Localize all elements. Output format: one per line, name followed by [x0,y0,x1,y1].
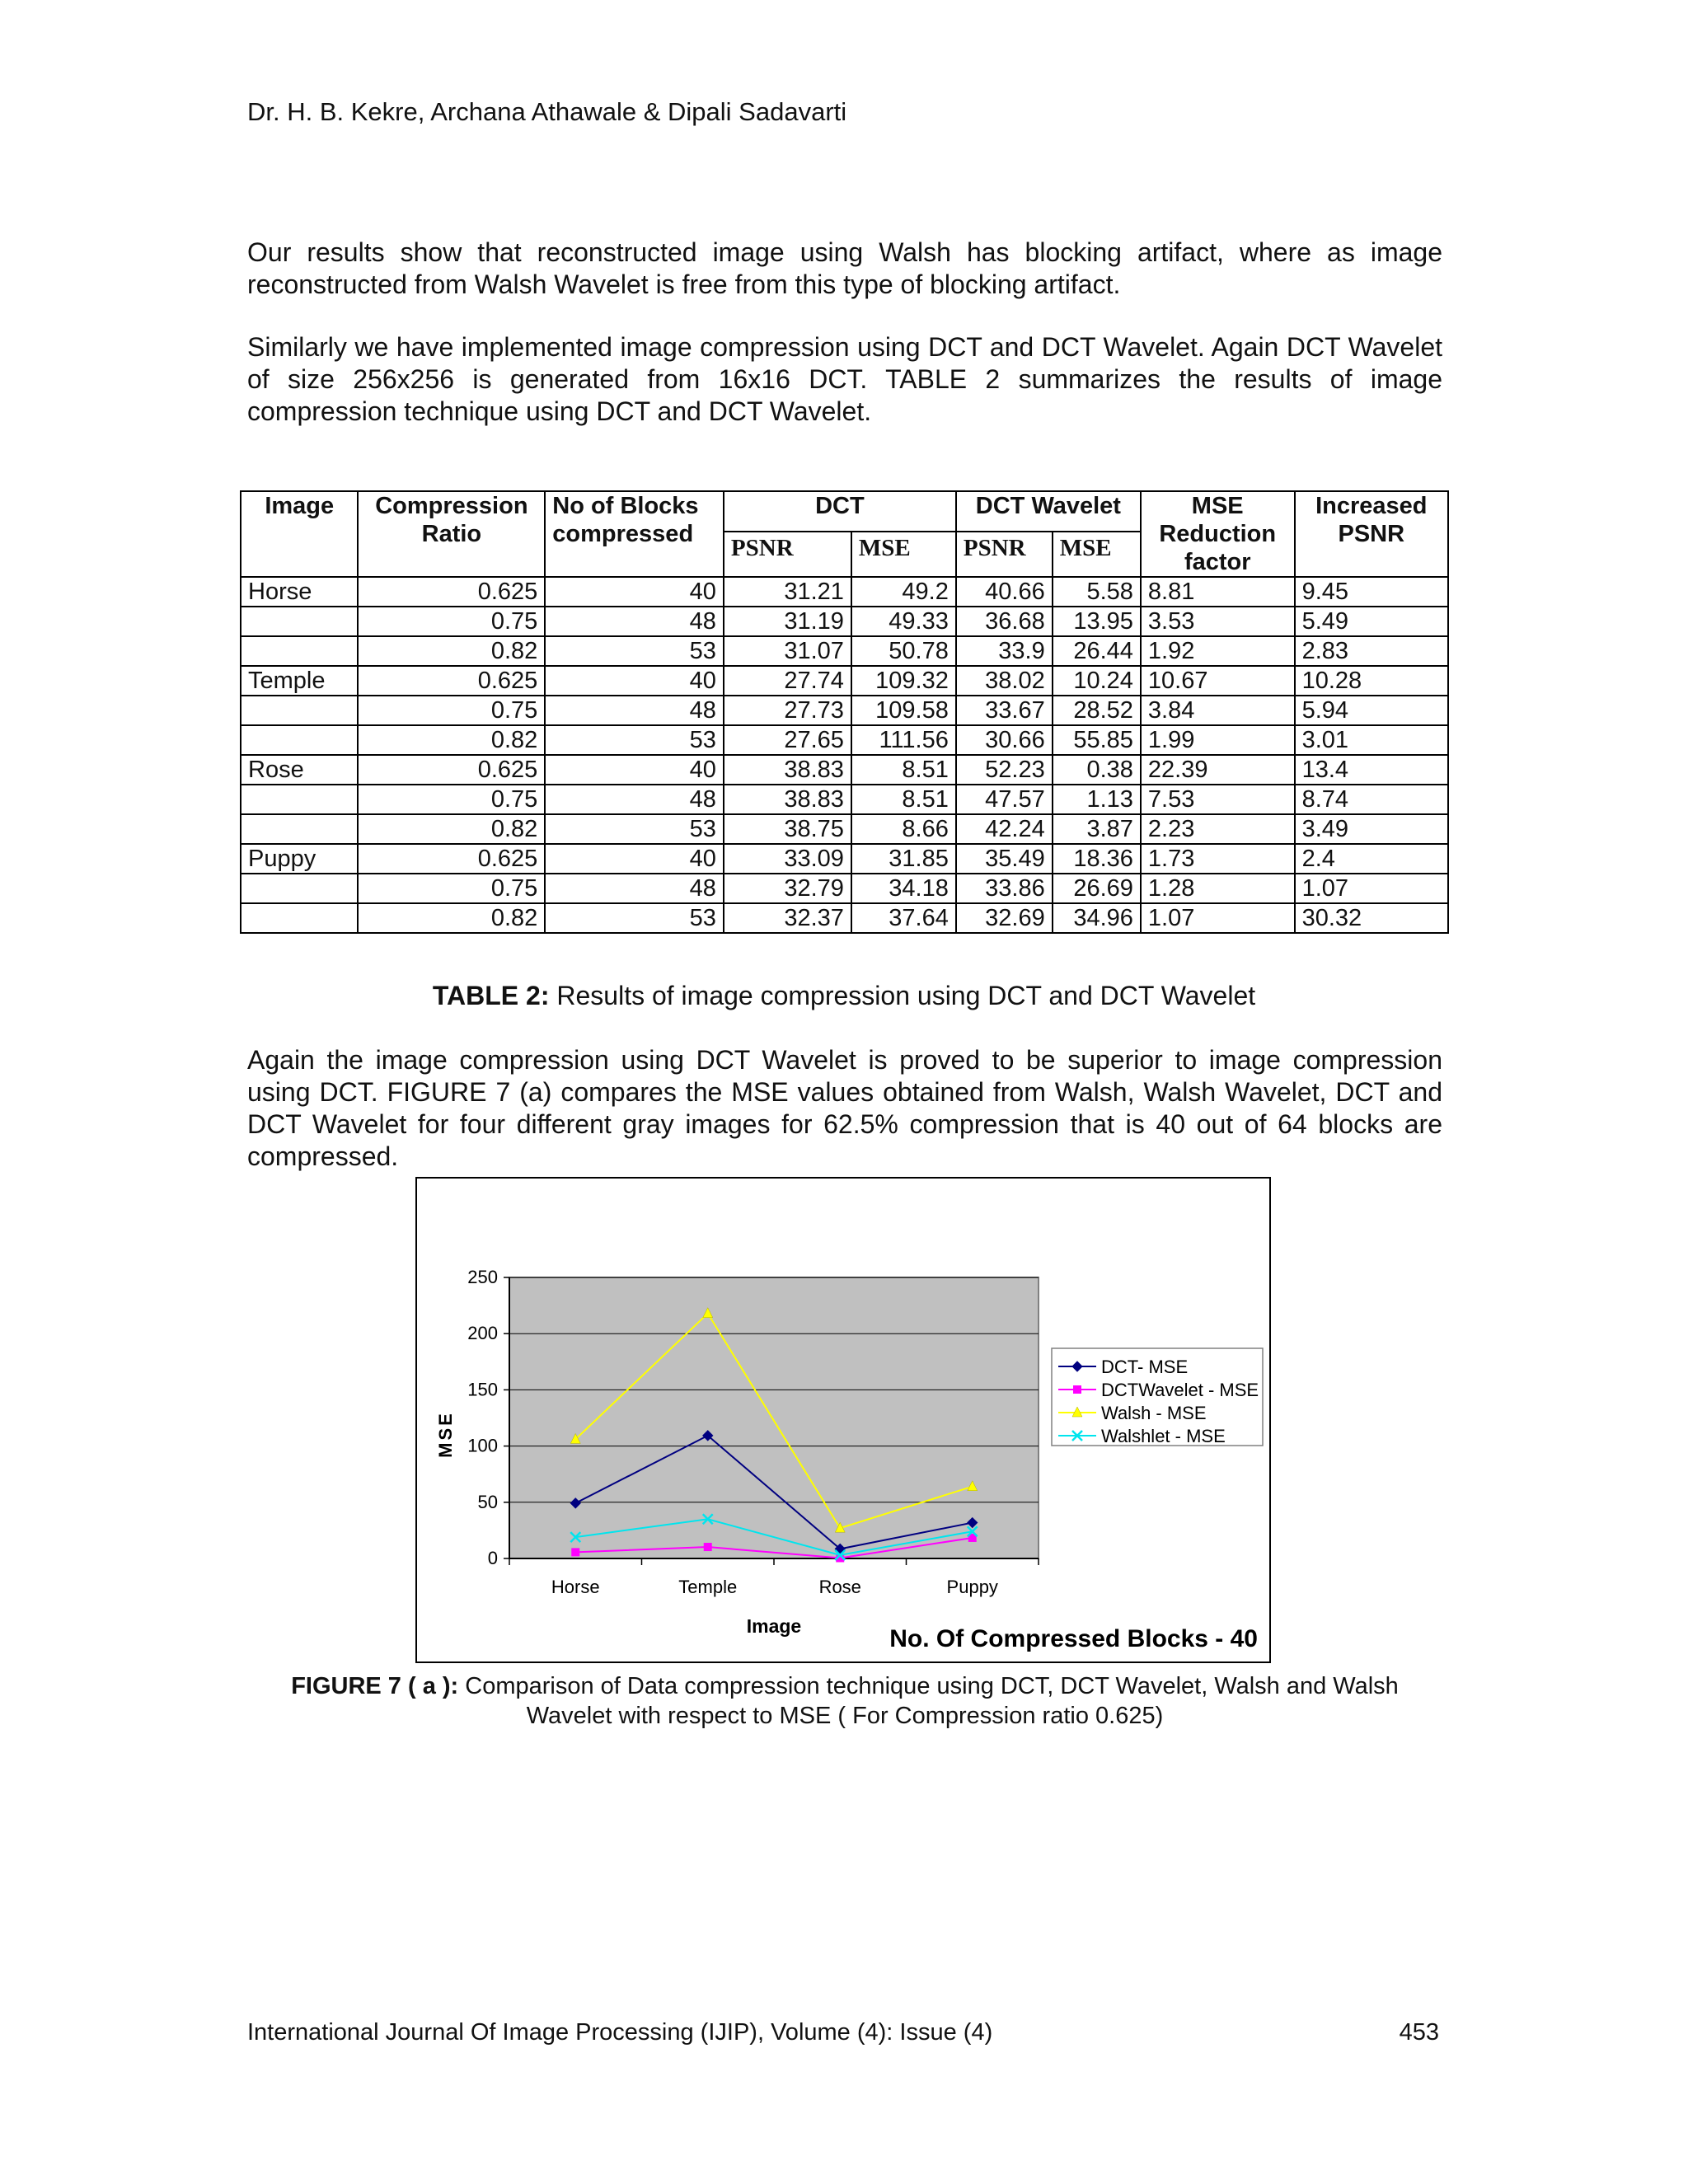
legend-label: Walsh - MSE [1101,1403,1207,1423]
paragraph-results-walsh: Our results show that reconstructed image using Walsh has blocking artifact, where as image reconstructed from Walsh Wavelet is free from this type of blocking artifact. [247,237,1442,299]
x-tick-label: Puppy [946,1577,998,1597]
table-cell: 13.4 [1295,755,1448,785]
table-row [241,874,1448,903]
table-cell: 26.44 [1053,636,1141,666]
table-cell: 55.85 [1053,725,1141,755]
running-header: Dr. H. B. Kekre, Archana Athawale & Dipali Sadavarti [247,97,847,126]
table-cell: 3.84 [1141,696,1295,725]
table-cell: Rose [241,755,358,785]
table-cell: 27.74 [724,666,851,696]
table-cell: 3.53 [1141,607,1295,636]
table-cell: 49.33 [851,607,956,636]
table-cell: 1.13 [1053,785,1141,814]
results-table [240,490,1449,934]
table-cell: 0.38 [1053,755,1141,785]
table-row [241,607,1448,636]
table-cell: 38.02 [956,666,1053,696]
chart-annotation: No. Of Compressed Blocks - 40 [889,1625,1258,1652]
y-tick-label: 0 [487,1548,498,1568]
table-cell: 33.86 [956,874,1053,903]
table-row [241,755,1448,785]
table-cell: 36.68 [956,607,1053,636]
y-tick-label: 50 [477,1491,498,1512]
table-cell: 33.67 [956,696,1053,725]
legend-marker [1073,1385,1081,1394]
table-cell: 40 [545,666,724,696]
table-cell: 27.65 [724,725,851,755]
table-cell: 0.82 [358,636,545,666]
footer-journal: International Journal Of Image Processing (IJIP), Volume (4): Issue (4) [247,2019,993,2046]
th-dct-psnr: PSNR [724,532,851,577]
x-axis-title: Image [746,1615,802,1637]
table-cell: 50.78 [851,636,956,666]
table-caption-text: Results of image compression using DCT and DCT Wavelet [549,981,1256,1010]
table-cell: 0.82 [358,814,545,844]
table-cell: 5.58 [1053,577,1141,607]
table-row [241,725,1448,755]
table-cell: 32.69 [956,903,1053,933]
table-cell: 5.49 [1295,607,1448,636]
th-mse-reduction: MSE Reduction factor [1141,491,1295,577]
table-cell: 109.58 [851,696,956,725]
table-cell: 8.66 [851,814,956,844]
x-tick-label: Rose [818,1577,861,1597]
table-cell: 9.45 [1295,577,1448,607]
table-row [241,666,1448,696]
table-cell: 0.82 [358,725,545,755]
table-cell: 1.28 [1141,874,1295,903]
table-row [241,785,1448,814]
th-blocks-compressed [545,491,724,577]
table-cell: 8.51 [851,755,956,785]
table-cell: Puppy [241,844,358,874]
legend-label: Walshlet - MSE [1101,1426,1226,1446]
y-tick-label: 250 [467,1267,498,1287]
figure-caption [247,1671,1442,1731]
y-axis-title: MSE [435,1411,456,1458]
table-cell: 1.92 [1141,636,1295,666]
table-cell: 28.52 [1053,696,1141,725]
table-cell: 2.4 [1295,844,1448,874]
table-cell: 40 [545,577,724,607]
mse-comparison-chart [415,1177,1271,1663]
data-point [571,1548,579,1556]
th-dct: DCT [724,491,956,532]
x-tick-label: Horse [551,1577,600,1597]
plot-area [509,1277,1039,1558]
table-row [241,636,1448,666]
y-tick-label: 200 [467,1323,498,1344]
table-row [241,577,1448,607]
table-cell: 53 [545,903,724,933]
table-cell: 27.73 [724,696,851,725]
table-cell: 111.56 [851,725,956,755]
figure-caption-label: FIGURE 7 ( a ): [291,1673,459,1699]
table-cell: 0.75 [358,874,545,903]
table-cell: 32.37 [724,903,851,933]
table-cell: 0.75 [358,696,545,725]
table-cell: 1.99 [1141,725,1295,755]
table-cell: 8.74 [1295,785,1448,814]
table-cell: 53 [545,725,724,755]
th-dctw-psnr: PSNR [956,532,1053,577]
th-increased-psnr: Increased PSNR [1295,491,1448,577]
table-cell: 53 [545,814,724,844]
th-blocks-label: No of Blocks compressed [552,493,699,547]
table-cell: 8.51 [851,785,956,814]
table-cell: 2.83 [1295,636,1448,666]
table-cell: 0.625 [358,666,545,696]
table-cell: 10.24 [1053,666,1141,696]
table-cell: 10.67 [1141,666,1295,696]
table-cell: 18.36 [1053,844,1141,874]
table-cell: 37.64 [851,903,956,933]
table-cell: 34.18 [851,874,956,903]
table-cell: 109.32 [851,666,956,696]
table-cell: 0.625 [358,844,545,874]
th-dct-mse: MSE [851,532,956,577]
table-cell: 31.07 [724,636,851,666]
table-cell: 35.49 [956,844,1053,874]
table-cell: 0.75 [358,785,545,814]
y-tick-label: 100 [467,1435,498,1456]
table-cell: 3.49 [1295,814,1448,844]
table-cell: 22.39 [1141,755,1295,785]
table-cell: 48 [545,874,724,903]
data-point [704,1543,712,1551]
table-cell: 34.96 [1053,903,1141,933]
paragraph-dct-intro: Similarly we have implemented image compression using DCT and DCT Wavelet. Again DCT Wavelet of size 256x256 is generated from 16x16 DCT. TABLE 2 summarizes the results of image compression technique using DCT and DCT Wavelet. [247,332,1442,426]
table-cell: 40.66 [956,577,1053,607]
table-caption-label: TABLE 2: [432,981,550,1010]
table-cell [241,814,358,844]
table-cell: 7.53 [1141,785,1295,814]
table-row [241,844,1448,874]
table-cell: 1.07 [1141,903,1295,933]
table-cell: 31.85 [851,844,956,874]
th-compression-ratio: Compression Ratio [358,491,545,577]
table-cell: 52.23 [956,755,1053,785]
table-cell: Horse [241,577,358,607]
th-dct-wavelet: DCT Wavelet [956,491,1141,532]
x-tick-label: Temple [678,1577,738,1597]
table-cell: 26.69 [1053,874,1141,903]
paragraph-figure-intro: Again the image compression using DCT Wavelet is proved to be superior to image compression using DCT. FIGURE 7 (a) compares the MSE values obtained from Walsh, Walsh Wavelet, DCT and DCT Wavelet for four different gray images for 62.5% compression that is 40 out of 64 blocks are compressed. [247,1045,1442,1171]
table-cell: 31.19 [724,607,851,636]
table-cell: 1.73 [1141,844,1295,874]
table-cell: 13.95 [1053,607,1141,636]
table-caption [0,981,1688,1011]
table-cell: 38.75 [724,814,851,844]
table-cell: Temple [241,666,358,696]
table-cell [241,607,358,636]
legend-label: DCT- MSE [1101,1357,1189,1377]
table-cell [241,874,358,903]
table-row [241,814,1448,844]
table-row [241,903,1448,933]
th-image: Image [241,491,358,577]
table-cell: 38.83 [724,755,851,785]
table-cell: 5.94 [1295,696,1448,725]
table-cell: 42.24 [956,814,1053,844]
table-row [241,696,1448,725]
table-cell: 30.66 [956,725,1053,755]
table-cell [241,785,358,814]
table-cell: 48 [545,785,724,814]
table-cell: 49.2 [851,577,956,607]
table-cell: 31.21 [724,577,851,607]
table-cell: 53 [545,636,724,666]
table-cell: 0.75 [358,607,545,636]
table-cell: 48 [545,696,724,725]
table-cell: 10.28 [1295,666,1448,696]
legend-label: DCTWavelet - MSE [1101,1380,1259,1400]
table-cell: 47.57 [956,785,1053,814]
table-cell: 8.81 [1141,577,1295,607]
table-cell: 1.07 [1295,874,1448,903]
table-cell: 0.82 [358,903,545,933]
page-number: 453 [1399,2019,1439,2046]
table-cell: 3.01 [1295,725,1448,755]
table-cell: 3.87 [1053,814,1141,844]
table-cell [241,725,358,755]
table-cell: 32.79 [724,874,851,903]
table-cell: 33.09 [724,844,851,874]
table-cell: 40 [545,755,724,785]
table-cell: 30.32 [1295,903,1448,933]
table-cell: 48 [545,607,724,636]
table-cell: 0.625 [358,755,545,785]
table-cell: 0.625 [358,577,545,607]
figure-caption-text: Comparison of Data compression technique using DCT, DCT Wavelet, Walsh and Walsh Wavelet with respect to MSE ( For Compression ratio 0.625) [458,1673,1399,1729]
table-cell: 40 [545,844,724,874]
table-cell [241,903,358,933]
y-tick-label: 150 [467,1379,498,1400]
th-dctw-mse: MSE [1053,532,1141,577]
table-cell [241,696,358,725]
table-cell: 38.83 [724,785,851,814]
table-cell: 2.23 [1141,814,1295,844]
table-cell: 33.9 [956,636,1053,666]
table-cell [241,636,358,666]
